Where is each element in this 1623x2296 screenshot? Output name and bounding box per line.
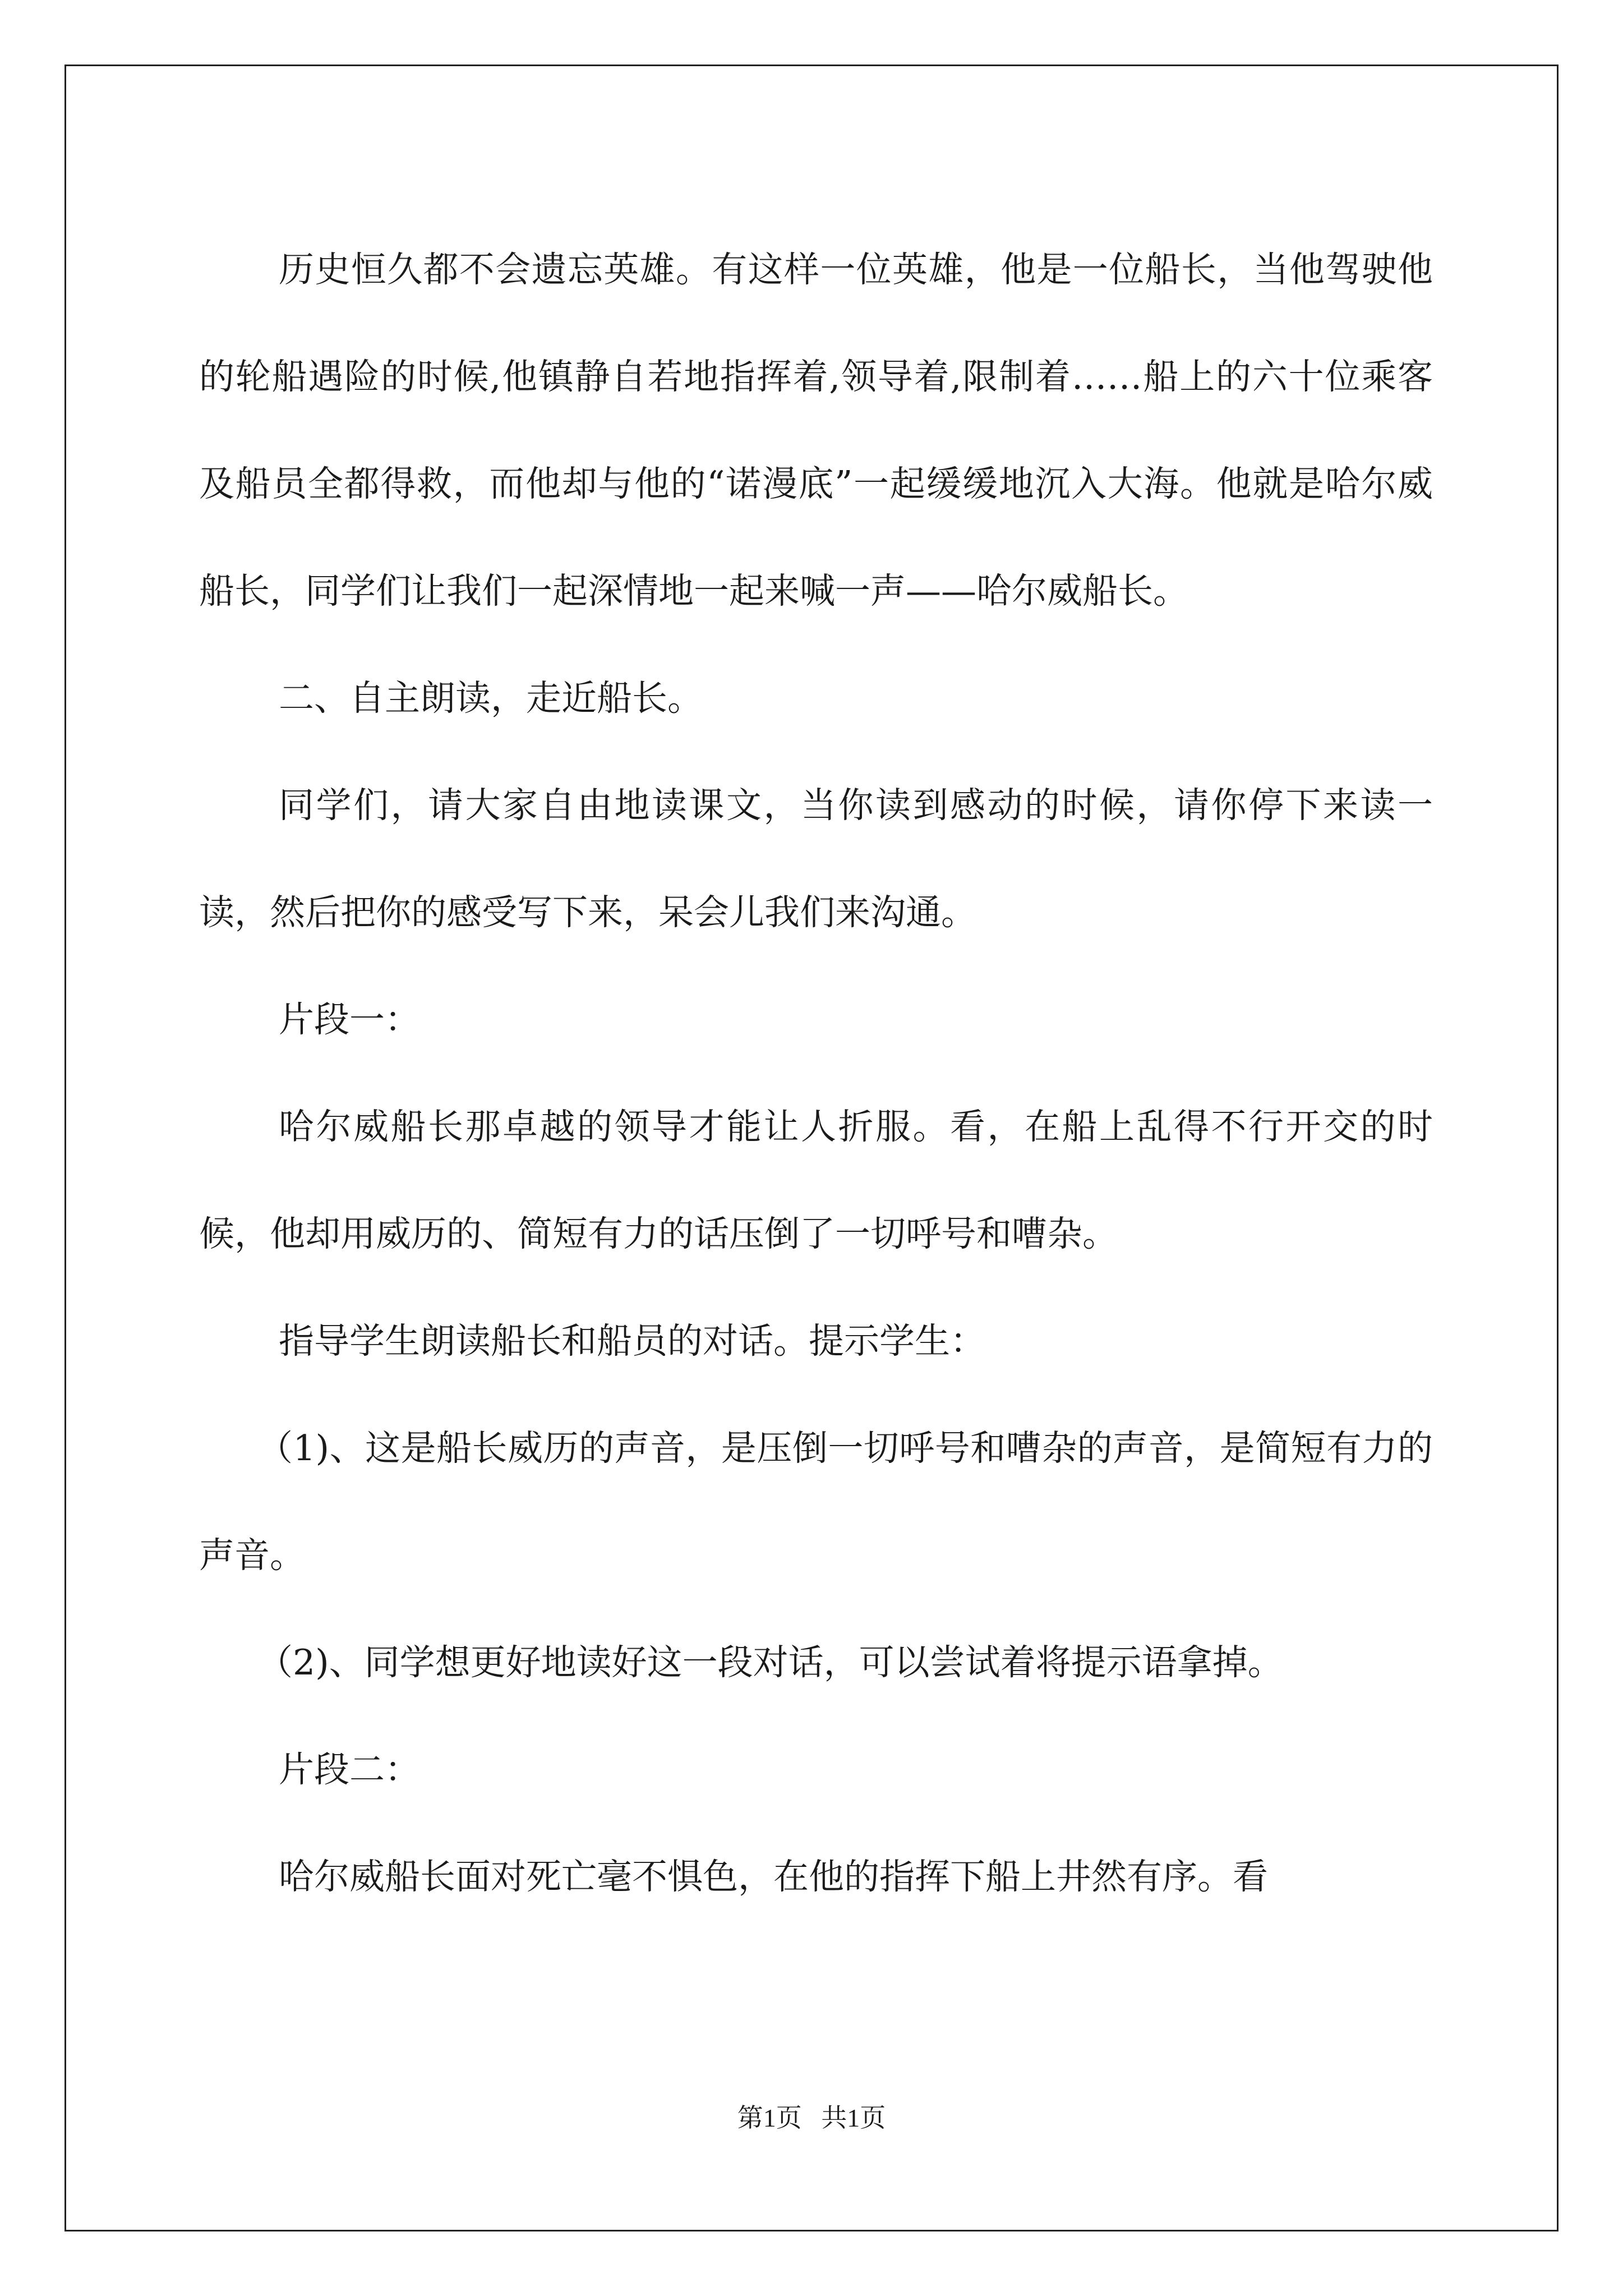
paragraph-excerpt-1: 哈尔威船长那卓越的领导才能让人折服。看，在船上乱得不行开交的时候，他却用威历的、简短有力的话压倒了一切呼号和嘈杂。	[199, 1106, 1433, 1254]
document-body	[199, 216, 1433, 1930]
paragraph-instructions: 同学们，请大家自由地读课文，当你读到感动的时候，请你停下来读一读，然后把你的感受写下来，呆会儿我们来沟通。	[199, 785, 1433, 933]
list-item-2: （2)、同学想更好地读好这一段对话，可以尝试着将提示语拿掉。	[257, 1642, 1283, 1683]
paragraph-excerpt-2: 哈尔威船长面对死亡毫不惧色，在他的指挥下船上井然有序。看	[279, 1856, 1268, 1897]
excerpt-heading-1: 片段一：	[279, 999, 420, 1040]
paragraph-intro: 历史恒久都不会遗忘英雄。有这样一位英雄，他是一位船长，当他驾驶他的轮船遇险的时候,他镇静自若地指挥着,领导着,限制着……船上的六十位乘客及船员全都得救，而他却与他的“诺漫底”一起缓缓地沉入大海。他就是哈尔威船长，同学们让我们一起深情地一起来喊一声——哈尔威船长。	[199, 249, 1433, 611]
excerpt-heading-2: 片段二：	[279, 1749, 420, 1790]
list-item-1: （1)、这是船长威历的声音，是压倒一切呼号和嘈杂的声音，是简短有力的声音。	[199, 1428, 1433, 1576]
paragraph-guidance: 指导学生朗读船长和船员的对话。提示学生：	[279, 1320, 985, 1361]
page-total: 共1页	[821, 2104, 886, 2132]
page-footer	[0, 2101, 1623, 2135]
page-number: 第1页	[737, 2104, 802, 2132]
section-heading-2: 二、自主朗读，走近船长。	[279, 678, 703, 719]
